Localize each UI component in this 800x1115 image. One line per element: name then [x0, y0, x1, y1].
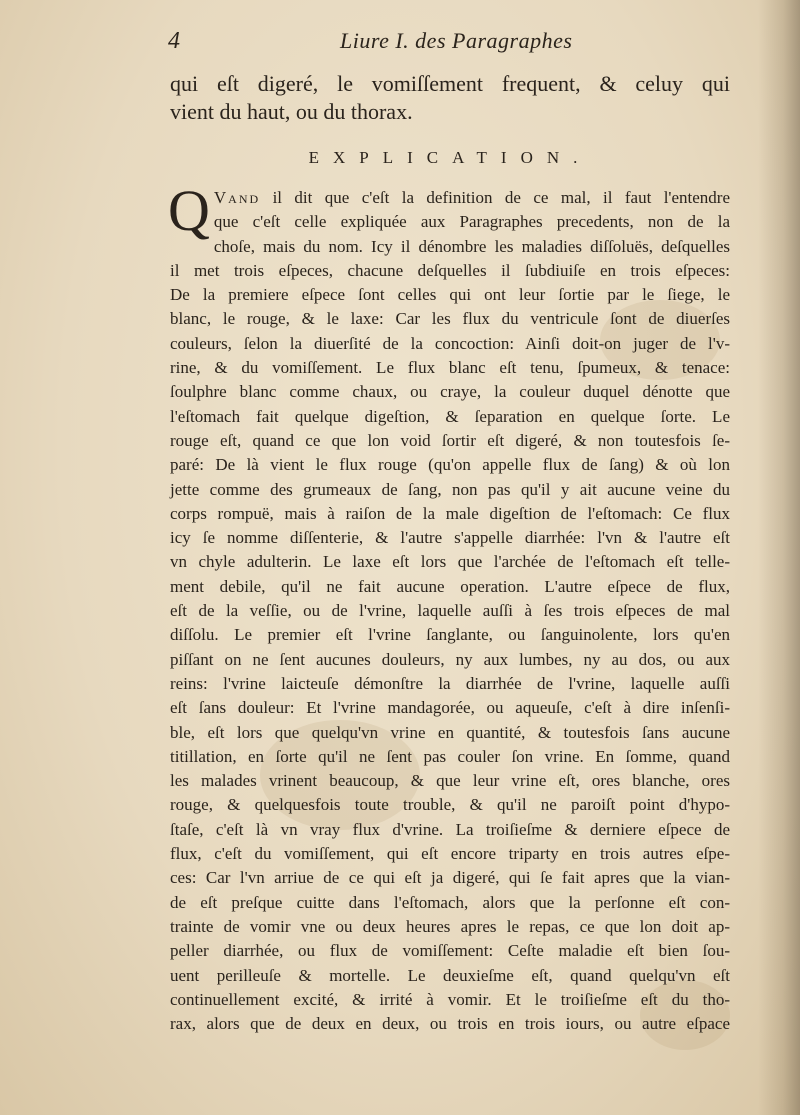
running-title: Liure I. des Paragraphes: [340, 28, 573, 53]
text-line: corps rompuë, mais à raiſon de la male digeſtion de l'eſtomach: Ce flux: [170, 503, 730, 523]
drop-cap: Q: [168, 178, 210, 243]
text-line: ſtaſe, c'eſt là vn vray flux d'vrine. La troiſieſme & derniere eſpece de: [170, 819, 730, 839]
text-line: trainte de vomir vne ou deux heures apres le repas, ce que lon doit ap-: [170, 916, 730, 936]
page-number: 4: [168, 28, 180, 54]
text-line: paré: De là vient le flux rouge (qu'on appelle flux de ſang) & où lon: [170, 455, 730, 475]
text-line: ſoulphre blanc comme chaux, ou craye, la couleur duquel dénotte que: [170, 382, 730, 402]
text-line: vn chyle adulterin. Le laxe eſt lors que l'archée de l'eſtomach eſt telle-: [170, 552, 730, 572]
intro-line: vient du haut, ou du thorax.: [170, 99, 413, 124]
section-heading: EXPLICATION.: [308, 148, 592, 167]
text-line: ble, eſt lors que quelqu'vn vrine en quantité, & toutesfois ſans aucune: [170, 722, 730, 742]
text-line: rine, & du vomiſſement. Le flux blanc eſt tenu, ſpumeux, & tenace:: [170, 358, 730, 378]
text-line: choſe, mais du nom. Icy il dénombre les maladies diſſoluës, deſquelles: [213, 236, 730, 256]
text-line: eſt ſans douleur: Et l'vrine mandagorée, ou aqueuſe, c'eſt à dire inſenſi-: [170, 698, 730, 718]
text-line: peller diarrhée, ou flux de vomiſſement: Ceſte maladie eſt bien ſou-: [170, 941, 730, 961]
text-line: piſſant on ne ſent aucunes douleurs, ny aux lumbes, ny au dos, ou aux: [170, 649, 730, 669]
page-header: [168, 28, 688, 68]
text-line: rouge eſt, quand ce que lon void ſortir eſt digeré, & non toutesfois ſe-: [170, 430, 730, 450]
text-line: il met trois eſpeces, chacune deſquelles il ſubdiuiſe en trois eſpeces:: [170, 260, 730, 280]
text-line: [170, 186, 730, 210]
text-line: reins: l'vrine laicteuſe démonſtre la diarrhée de l'vrine, laquelle auſſi: [170, 673, 730, 693]
text-line: blanc, le rouge, & le laxe: Car les flux du ventricule ſont de diuerſes: [170, 309, 730, 329]
text-line: ces: Car l'vn arriue de ce qui eſt ja digeré, qui ſe fait apres que la vian-: [170, 868, 730, 888]
paragraph: [168, 178, 730, 1036]
text-line: que c'eſt celle expliquée aux Paragraphes precedents, non de la: [213, 212, 730, 232]
text-line: icy ſe nomme diſſenterie, & l'autre s'appelle diarrhée: l'vn & l'autre eſt: [170, 528, 730, 548]
text-line: titillation, en ſorte qu'il ne ſent pas couler ſon vrine. En ſomme, quand: [170, 746, 730, 766]
text-line: rax, alors que de deux en deux, ou trois en trois iours, ou autre eſpace: [170, 1014, 730, 1034]
text-line: eſt de la veſſie, ou de l'vrine, laquelle auſſi à ſes trois eſpeces de mal: [170, 601, 730, 621]
text-line: les malades vrinent beaucoup, & que leur vrine eſt, ores blanche, ores: [170, 771, 730, 791]
text-line: diſſolu. Le premier eſt l'vrine ſanglante, ou ſanguinolente, lors qu'en: [170, 625, 730, 645]
text-line: rouge, & quelquesfois toute trouble, & qu'il ne paroiſt point d'hypo-: [170, 795, 730, 815]
text-line: de eſt preſque cuitte dans l'eſtomach, alors que la perſonne eſt con-: [170, 892, 730, 912]
first-line-rest: il dit que c'eſt la definition de ce mal, il faut l'entendre: [272, 188, 730, 207]
text-line: ment debile, qu'il ne fait aucune operation. L'autre eſpece de flux,: [170, 576, 730, 596]
text-block: [170, 70, 730, 1036]
first-word: Vand: [213, 188, 261, 207]
text-line: uent perilleuſe & mortelle. Le deuxieſme eſt, quand quelqu'vn eſt: [170, 965, 730, 985]
page-edge-shadow: [758, 0, 800, 1115]
text-line: De la premiere eſpece ſont celles qui ont leur ſortie par le ſiege, le: [170, 285, 730, 305]
text-line: l'eſtomach fait quelque digeſtion, & ſeparation en quelque ſorte. Le: [170, 406, 730, 426]
text-line: jette comme des grumeaux de ſang, non pas qu'il y ait aucune veine du: [170, 479, 730, 499]
text-line: continuellement excité, & irrité à vomir. Et le troiſieſme eſt du tho-: [170, 989, 730, 1009]
intro-line: qui eſt digeré, le vomiſſement frequent, & celuy qui: [170, 71, 730, 96]
text-line: couleurs, ſelon la diuerſité de la concoction: Ainſi doit-on juger de l'v-: [170, 333, 730, 353]
text-line: flux, c'eſt du vomiſſement, qui eſt encore triparty en trois autres eſpe-: [170, 844, 730, 864]
